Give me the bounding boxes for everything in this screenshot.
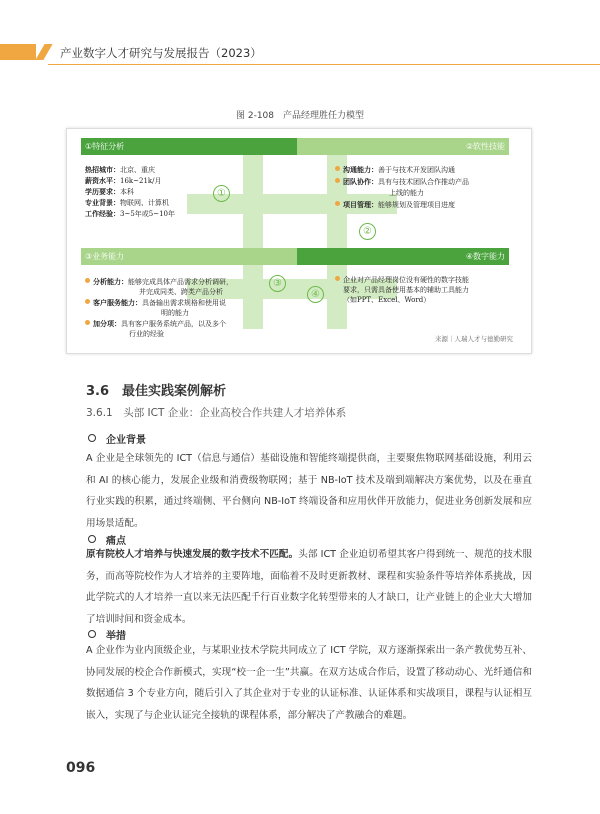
figure-title: 图 2-108 产品经理胜任力模型 <box>235 111 364 121</box>
circle-1: ① <box>213 185 230 202</box>
q3-item: 客户服务能力：具备输出需求规格和使用说 <box>85 298 226 308</box>
q1-item: 专业背景：物联网、计算机 <box>85 199 169 207</box>
ring-bullet-icon <box>88 535 96 543</box>
figure-source: 来源｜人瑞人才与德勤研究 <box>435 335 513 343</box>
q3-item-cont: 并完成同类、跨类产品分析 <box>139 288 223 296</box>
q4-item-cont: 要求，只需具备使用基本的辅助工具能力 <box>343 286 469 294</box>
header-accent-slash <box>35 44 52 60</box>
circle-3: ③ <box>269 275 286 292</box>
q3-label: ③业务能力 <box>85 252 125 261</box>
q1-item: 学历要求：本科 <box>85 188 134 196</box>
header-accent-bar <box>0 44 36 60</box>
q1-item: 工作经验：3~5年或5~10年 <box>85 210 175 218</box>
paragraph: A 企业是全球领先的 ICT（信息与通信）基础设施和智能终端提供商，主要聚焦物联网基础设施，利用云和 AI 的核心能力，发展企业级和消费级物联网；基于 NB-IoT 技术及端到端解决方案优势，以及在垂直行业实践的积累，通过终端侧、平台侧向 NB-IoT 终端设备和应用伙伴开放能力，促进业务创新发展和应用场景适配。 <box>86 453 532 529</box>
ring-bullet-icon <box>88 434 96 442</box>
block-heading: 举措 <box>88 627 126 642</box>
q1-item: 薪资水平：16k~21k/月 <box>85 177 162 185</box>
q3-item-cont: 行业的经验 <box>129 330 164 338</box>
q2-item: 团队协作：具有与技术团队合作推动产品 <box>335 177 469 187</box>
bullet-dot <box>85 299 90 304</box>
bullet-dot <box>335 178 340 183</box>
circle-2: ② <box>359 223 376 240</box>
running-header: 产业数字人才研究与发展报告（2023） <box>60 46 262 60</box>
q1-item: 热招城市：北京、重庆 <box>85 166 155 174</box>
q4-item-cont: （如PPT、Excel、Word） <box>343 296 431 304</box>
band-q2 <box>297 138 509 155</box>
block-heading: 痛点 <box>88 532 126 547</box>
q4-label: ④数字能力 <box>465 252 505 261</box>
bullet-dot <box>335 166 340 171</box>
hash-bar-v1 <box>243 149 263 329</box>
q2-label: ②软性技能 <box>465 142 505 151</box>
q3-item: 分析能力：能够完成具体产品需求分析调研， <box>85 277 233 287</box>
section-title: 3.6 最佳实践案例解析 <box>86 384 227 399</box>
q2-item-cont: 上线的能力 <box>389 189 424 197</box>
q2-item: 项目管理：能够规划及管理项目进度 <box>335 200 455 210</box>
q1-label: ①特征分析 <box>85 142 125 151</box>
q3-item-cont: 明的能力 <box>161 309 189 317</box>
page-number: 096 <box>66 760 96 776</box>
q2-item: 沟通能力：善于与技术开发团队沟通 <box>335 165 455 175</box>
bullet-dot <box>335 201 340 206</box>
paragraph: 原有院校人才培养与快速发展的数字技术不匹配。头部 ICT 企业迫切希望其客户得到统一、规范的技术服务，而高等院校作为人才培养的主要阵地，面临着不及时更新教材、课程和实验条件等培养体系挑战，因此学院式的人才培养一直以来无法匹配千行百业数字化转型带来的人才缺口，让产业链上的企业大大增加了培训时间和资金成本。 <box>86 549 532 625</box>
band-q1 <box>81 138 315 155</box>
q3-item: 加分项：具有客户服务系统产品，以及多个 <box>85 319 226 329</box>
competency-model-figure <box>66 128 532 354</box>
ring-bullet-icon <box>88 630 96 638</box>
q4-item: 企业对产品经理岗位没有硬性的数字技能 <box>335 275 469 285</box>
paragraph: A 企业作为业内顶级企业，与某职业技术学院共同成立了 ICT 学院，双方逐渐探索出一条产教优势互补、协同发展的校企合作新模式，实现“校一企一生”共赢。在双方达成合作后，设置了移动动心、光纤通信和数据通信 3 个专业方向，随后引入了其企业对于专业的认证标准、认证体系和实战项目，课程与认证相互嵌入，实现了与企业认证完全接轨的课程体系，部分解决了产教融合的难题。 <box>86 645 532 721</box>
block-heading: 企业背景 <box>88 431 146 446</box>
circle-4: ④ <box>307 286 324 303</box>
bullet-dot <box>335 276 340 281</box>
subsection-title: 3.6.1 头部 ICT 企业：企业高校合作共建人才培养体系 <box>86 407 347 419</box>
band-q4 <box>297 248 509 265</box>
header-rule <box>48 64 600 65</box>
bullet-dot <box>85 278 90 283</box>
bullet-dot <box>85 320 90 325</box>
band-q3 <box>81 248 315 265</box>
